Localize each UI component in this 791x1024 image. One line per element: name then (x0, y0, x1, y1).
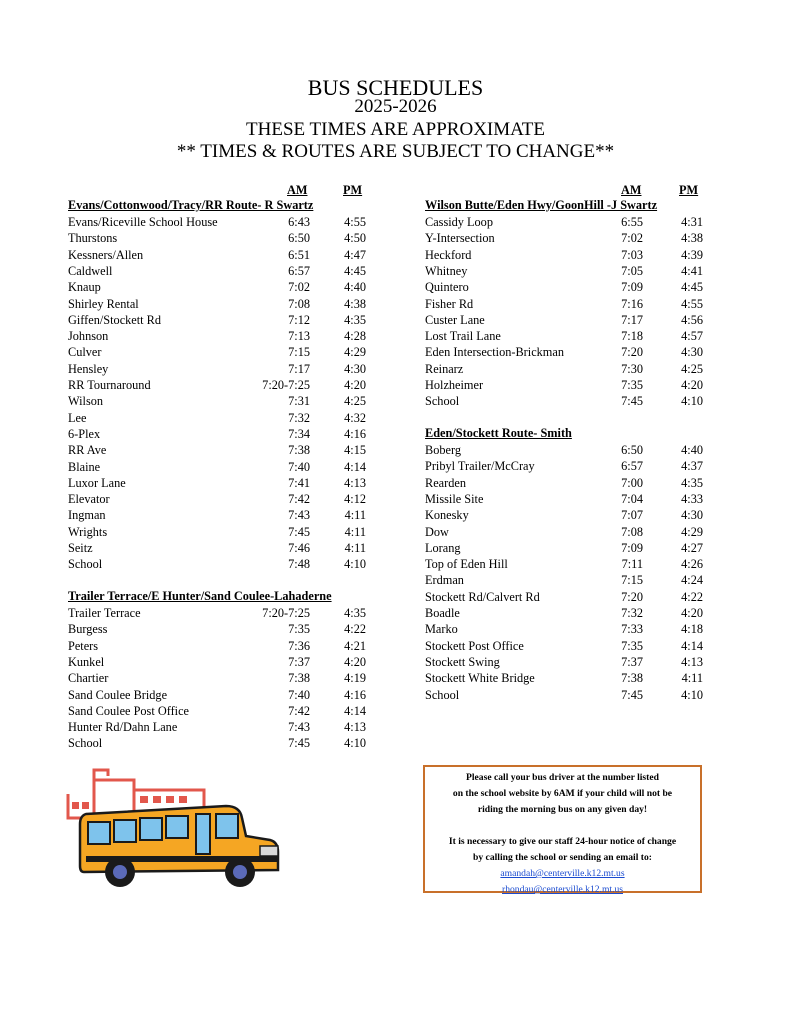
am-time: 7:42 (288, 492, 310, 507)
pm-time: 4:39 (681, 247, 703, 262)
table-row (425, 344, 743, 360)
stop-name: Sand Coulee Bridge (68, 687, 168, 702)
approximate-notice: THESE TIMES ARE APPROXIMATE (246, 119, 545, 140)
stop-name: School (68, 557, 103, 572)
table-row (425, 458, 743, 474)
pm-time: 4:22 (344, 622, 366, 637)
pm-time: 4:25 (681, 361, 703, 376)
stop-name: Pribyl Trailer/McCray (425, 459, 535, 474)
table-row (68, 654, 406, 670)
pm-time: 4:20 (344, 654, 366, 669)
am-time: 7:38 (288, 443, 310, 458)
am-time: 7:45 (621, 394, 643, 409)
am-time: 7:13 (288, 329, 310, 344)
table-row (425, 638, 743, 654)
table-row (425, 377, 743, 393)
pm-time: 4:10 (681, 687, 703, 702)
am-time: 7:34 (288, 426, 310, 441)
table-row (68, 377, 406, 393)
pm-time: 4:14 (344, 703, 366, 718)
stop-name: Lorang (425, 540, 461, 555)
pm-time: 4:32 (344, 410, 366, 425)
stop-name: Top of Eden Hill (425, 557, 508, 572)
table-row (425, 296, 743, 312)
table-row (425, 654, 743, 670)
am-time: 7:35 (621, 638, 643, 653)
pm-time: 4:47 (344, 247, 366, 262)
stop-name: School (68, 736, 103, 751)
pm-time: 4:29 (681, 524, 703, 539)
am-time: 7:00 (621, 475, 643, 490)
am-time: 7:45 (288, 736, 310, 751)
change-notice: ** TIMES & ROUTES ARE SUBJECT TO CHANGE** (176, 141, 615, 162)
email-link-amandah[interactable]: amandah@centerville.k12.mt.us (500, 868, 625, 879)
stop-name: Kessners/Allen (68, 247, 144, 262)
table-row (68, 410, 406, 426)
am-time: 7:45 (621, 687, 643, 702)
stop-name: Holzheimer (425, 378, 484, 392)
pm-time: 4:24 (681, 573, 703, 588)
am-time: 7:33 (621, 622, 643, 637)
stop-name: Caldwell (68, 263, 113, 278)
am-time: 7:32 (621, 606, 643, 620)
table-row (68, 491, 406, 507)
pm-time: 4:40 (344, 280, 366, 295)
email-link-rhondau[interactable]: rhondau@centerville.k12.mt.us (502, 884, 623, 895)
contact-notice-box (423, 765, 702, 893)
am-time: 7:40 (288, 459, 310, 474)
pm-time: 4:14 (344, 459, 366, 474)
pm-time: 4:16 (344, 687, 366, 702)
pm-time: 4:26 (681, 557, 703, 572)
table-row (68, 735, 406, 751)
am-time: 6:55 (621, 215, 643, 229)
am-time: 7:38 (621, 671, 643, 686)
stop-name: Cassidy Loop (425, 215, 493, 229)
am-time: 7:32 (288, 410, 310, 425)
route-header: Trailer Terrace/E Hunter/Sand Coulee-Lahaderne (68, 589, 332, 603)
pm-time: 4:20 (344, 378, 366, 392)
am-time: 7:16 (621, 296, 643, 311)
am-time: 7:08 (621, 524, 643, 539)
pm-time: 4:25 (344, 394, 366, 409)
notice-line: by calling the school or sending an email to: (473, 852, 652, 863)
table-row (68, 475, 406, 491)
pm-time: 4:35 (344, 606, 366, 620)
table-row (425, 328, 743, 344)
stop-name: Luxor Lane (68, 475, 126, 490)
pm-time: 4:45 (344, 263, 366, 278)
am-time: 6:50 (288, 231, 310, 246)
pm-time: 4:10 (681, 394, 703, 409)
am-time: 6:43 (288, 215, 310, 229)
pm-time: 4:41 (681, 263, 703, 278)
am-column-header: AM (287, 183, 308, 197)
pm-time: 4:35 (681, 475, 703, 490)
pm-time: 4:10 (344, 557, 366, 572)
am-time: 7:20 (621, 589, 643, 604)
pm-time: 4:55 (344, 215, 366, 229)
am-time: 7:38 (288, 671, 310, 686)
am-time: 6:57 (621, 459, 643, 474)
pm-time: 4:45 (681, 280, 703, 295)
table-row (425, 507, 743, 523)
pm-time: 4:11 (344, 524, 366, 539)
school-year: 2025-2026 (354, 96, 437, 117)
stop-name: School (425, 394, 460, 409)
stop-name: RR Tournaround (68, 378, 151, 392)
pm-time: 4:29 (344, 345, 366, 360)
pm-column-header: PM (679, 183, 699, 197)
stop-name: Peters (68, 638, 99, 653)
am-time: 7:48 (288, 557, 310, 572)
notice-line: Please call your bus driver at the number listed (466, 772, 659, 783)
pm-time: 4:55 (681, 296, 703, 311)
stop-name: Stockett White Bridge (425, 671, 535, 686)
table-row (68, 296, 406, 312)
table-row (425, 540, 743, 556)
am-time: 7:15 (288, 345, 310, 360)
stop-name: Erdman (425, 573, 464, 588)
table-row (68, 312, 406, 328)
pm-time: 4:56 (681, 312, 703, 327)
am-time: 7:43 (288, 720, 310, 735)
table-row (68, 279, 406, 295)
table-row (68, 230, 406, 246)
table-row (425, 230, 743, 246)
am-time: 7:35 (288, 622, 310, 637)
table-row (425, 475, 743, 491)
stop-name: Konesky (425, 508, 469, 523)
stop-name: Missile Site (425, 491, 484, 506)
stop-name: Seitz (68, 541, 93, 555)
pm-time: 4:15 (344, 443, 366, 458)
am-time: 7:31 (288, 394, 310, 409)
stop-name: Wrights (68, 524, 108, 539)
am-time: 6:51 (288, 247, 310, 262)
table-row (68, 524, 406, 540)
table-row (68, 393, 406, 409)
table-row (68, 361, 406, 377)
table-row (68, 621, 406, 637)
am-time: 7:04 (621, 491, 643, 506)
route-header: Eden/Stockett Route- Smith (425, 426, 572, 440)
stop-name: RR Ave (68, 443, 107, 458)
pm-time: 4:13 (344, 475, 366, 490)
am-time: 6:57 (288, 263, 310, 278)
am-time: 7:37 (621, 654, 643, 669)
am-time: 7:36 (288, 638, 310, 653)
am-time: 7:11 (621, 557, 643, 572)
pm-time: 4:38 (344, 296, 366, 311)
stop-name: Y-Intersection (425, 231, 495, 246)
pm-time: 4:11 (344, 541, 366, 555)
notice-line: It is necessary to give our staff 24-hour notice of change (448, 836, 677, 847)
am-time: 7:40 (288, 687, 310, 702)
table-row (425, 605, 743, 621)
stop-name: Marko (425, 622, 458, 637)
notice-line: riding the morning bus on any given day! (477, 804, 648, 815)
pm-time: 4:27 (681, 540, 703, 555)
route-header: Evans/Cottonwood/Tracy/RR Route- R Swartz (68, 198, 314, 212)
table-row (425, 556, 743, 572)
table-row (425, 247, 743, 263)
pm-time: 4:38 (681, 231, 703, 246)
table-row (425, 442, 743, 458)
table-row (425, 589, 743, 605)
am-time: 7:20-7:25 (262, 606, 310, 620)
stop-name: Thurstons (68, 231, 118, 246)
am-time: 6:50 (621, 443, 643, 457)
pm-time: 4:19 (344, 671, 366, 686)
stop-name: Quintero (425, 280, 469, 295)
stop-name: Culver (68, 345, 102, 360)
stop-name: Sand Coulee Post Office (68, 703, 190, 718)
am-time: 7:17 (621, 312, 643, 327)
page-title: BUS SCHEDULES (307, 75, 484, 100)
am-time: 7:35 (621, 378, 643, 392)
pm-time: 4:13 (344, 720, 366, 735)
stop-name: Burgess (68, 622, 108, 637)
table-row (425, 279, 743, 295)
stop-name: Custer Lane (425, 312, 485, 327)
pm-time: 4:28 (344, 329, 366, 344)
stop-name: Wilson (68, 394, 104, 409)
pm-time: 4:30 (344, 361, 366, 376)
table-row (68, 670, 406, 686)
stop-name: Lost Trail Lane (425, 329, 501, 344)
table-row (68, 605, 406, 621)
table-row (68, 638, 406, 654)
stop-name: Giffen/Stockett Rd (68, 312, 162, 327)
stop-name: Ingman (68, 508, 106, 523)
stop-name: 6-Plex (68, 426, 101, 441)
am-time: 7:09 (621, 280, 643, 295)
am-time: 7:20 (621, 345, 643, 360)
table-row (68, 556, 406, 572)
pm-time: 4:12 (344, 492, 366, 507)
pm-time: 4:22 (681, 589, 703, 604)
table-row (68, 540, 406, 556)
am-time: 7:08 (288, 296, 310, 311)
pm-time: 4:30 (681, 345, 703, 360)
am-time: 7:03 (621, 247, 643, 262)
table-row (425, 312, 743, 328)
pm-time: 4:35 (344, 312, 366, 327)
table-row (68, 507, 406, 523)
am-time: 7:17 (288, 361, 310, 376)
table-row (425, 621, 743, 637)
table-row (425, 572, 743, 588)
pm-time: 4:16 (344, 426, 366, 441)
am-time: 7:30 (621, 361, 643, 376)
am-time: 7:12 (288, 312, 310, 327)
am-time: 7:43 (288, 508, 310, 523)
table-row (425, 393, 743, 409)
am-time: 7:42 (288, 703, 310, 718)
stop-name: Stockett Swing (425, 654, 500, 669)
am-time: 7:18 (621, 329, 643, 344)
stop-name: School (425, 687, 460, 702)
table-row (425, 670, 743, 686)
pm-time: 4:20 (681, 606, 703, 620)
pm-time: 4:10 (344, 736, 366, 751)
table-row (68, 442, 406, 458)
table-row (425, 361, 743, 377)
table-row (425, 491, 743, 507)
am-time: 7:07 (621, 508, 643, 523)
stop-name: Reinarz (425, 361, 464, 376)
table-row (68, 344, 406, 360)
table-row (68, 687, 406, 703)
table-row (68, 703, 406, 719)
pm-time: 4:30 (681, 508, 703, 523)
am-time: 7:20-7:25 (262, 378, 310, 392)
stop-name: Eden Intersection-Brickman (425, 345, 564, 360)
pm-time: 4:50 (344, 231, 366, 246)
pm-time: 4:21 (344, 638, 366, 653)
table-row (68, 214, 406, 230)
am-time: 7:15 (621, 573, 643, 588)
table-row (68, 263, 406, 279)
stop-name: Trailer Terrace (68, 606, 141, 620)
am-time: 7:02 (288, 280, 310, 295)
stop-name: Heckford (425, 247, 472, 262)
stop-name: Hunter Rd/Dahn Lane (68, 720, 178, 735)
pm-time: 4:57 (681, 329, 703, 344)
am-time: 7:46 (288, 541, 310, 555)
pm-time: 4:14 (681, 638, 703, 653)
stop-name: Blaine (68, 459, 101, 474)
pm-time: 4:11 (681, 671, 703, 686)
pm-time: 4:11 (344, 508, 366, 523)
table-row (68, 328, 406, 344)
table-row (68, 719, 406, 735)
stop-name: Stockett Rd/Calvert Rd (425, 589, 540, 604)
stop-name: Evans/Riceville School House (68, 215, 218, 229)
am-time: 7:02 (621, 231, 643, 246)
stop-name: Johnson (68, 329, 109, 344)
table-row (68, 247, 406, 263)
stop-name: Elevator (68, 492, 110, 507)
stop-name: Kunkel (68, 654, 105, 669)
stop-name: Lee (68, 410, 87, 425)
pm-time: 4:31 (681, 215, 703, 229)
pm-time: 4:40 (681, 443, 703, 457)
stop-name: Boadle (425, 606, 460, 620)
table-row (425, 687, 743, 703)
stop-name: Shirley Rental (68, 296, 139, 311)
stop-name: Fisher Rd (425, 296, 474, 311)
pm-time: 4:13 (681, 654, 703, 669)
pm-time: 4:18 (681, 622, 703, 637)
am-time: 7:45 (288, 524, 310, 539)
stop-name: Whitney (425, 263, 468, 278)
stop-name: Boberg (425, 443, 461, 457)
table-row (425, 263, 743, 279)
am-column-header: AM (621, 183, 642, 197)
am-time: 7:41 (288, 475, 310, 490)
pm-time: 4:37 (681, 459, 703, 474)
stop-name: Stockett Post Office (425, 638, 524, 653)
stop-name: Dow (425, 524, 449, 539)
stop-name: Knaup (68, 280, 101, 295)
stop-name: Hensley (68, 361, 109, 376)
table-row (68, 459, 406, 475)
table-row (425, 214, 743, 230)
stop-name: Rearden (425, 475, 466, 490)
school-bus-icon (64, 766, 284, 896)
am-time: 7:05 (621, 263, 643, 278)
pm-time: 4:20 (681, 378, 703, 392)
stop-name: Chartier (68, 671, 109, 686)
notice-line: on the school website by 6AM if your child will not be (452, 788, 673, 799)
pm-column-header: PM (343, 183, 363, 197)
table-row (68, 426, 406, 442)
table-row (425, 524, 743, 540)
pm-time: 4:33 (681, 491, 703, 506)
route-header: Wilson Butte/Eden Hwy/GoonHill -J Swartz (425, 198, 658, 212)
am-time: 7:37 (288, 654, 310, 669)
am-time: 7:09 (621, 540, 643, 555)
